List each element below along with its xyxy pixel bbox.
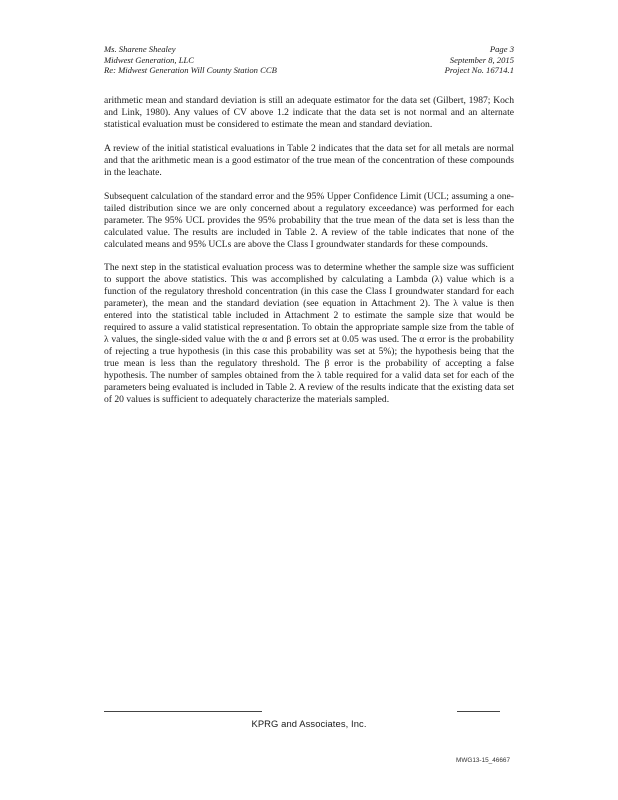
footer-company-name: KPRG and Associates, Inc. xyxy=(251,718,367,729)
header-date: September 8, 2015 xyxy=(449,54,514,65)
header-recipient-name: Ms. Sharene Shealey xyxy=(104,44,176,54)
paragraph-table2-review: A review of the initial statistical evaluations in Table 2 indicates that the data set for all metals are normal and that the arithmetic mean is a good estimator of the true mean of the concentration of these compounds in the leachate. xyxy=(104,142,514,178)
header-recipient-company: Midwest Generation, LLC xyxy=(104,54,194,65)
footer-divider-right xyxy=(457,711,500,712)
paragraph-ucl-calculation: Subsequent calculation of the standard error and the 95% Upper Confidence Limit (UCL; assuming a one-tailed distribution since we are only concerned about a regulatory exceedance) was performed for each parameter. The 95% UCL provides the 95% probability that the true mean of the data set is less than the calculated value. The results are included in Table 2. A review of the table indicates that none of the calculated means and 95% UCLs are above the Class I groundwater standards for these compounds. xyxy=(104,190,514,250)
header-subject: Re: Midwest Generation Will County Station CCB xyxy=(104,65,277,75)
body-text xyxy=(104,95,514,418)
footer-divider-left xyxy=(104,711,262,712)
header-meta xyxy=(445,44,514,76)
bates-number: MWG13-15_46667 xyxy=(456,757,510,764)
header-addressee xyxy=(104,44,277,76)
header-page-number: Page 3 xyxy=(489,44,514,54)
paragraph-sample-size: The next step in the statistical evaluation process was to determine whether the sample size was sufficient to support the above statistics. This was accomplished by calculating a Lambda (λ) value which is a function of the regulatory threshold concentration (in this case the Class I groundwater standard for each parameter), the mean and the standard deviation (see equation in Attachment 2). The λ value is then entered into the statistical table included in Attachment 2 to estimate the sample size that would be required to assure a valid statistical representation. To obtain the appropriate sample size from the table of λ values, the single-sided value with the α and β errors set at 0.05 was used. The α error is the probability of rejecting a true hypothesis (in this case this probability was set at 5%); the hypothesis being that the true mean is less than the regulatory threshold. The β error is the probability of accepting a false hypothesis. The number of samples obtained from the λ table required for a valid data set for each of the parameters being evaluated is included in Table 2. A review of the results indicate that the existing data set of 20 values is sufficient to adequately characterize the materials sampled. xyxy=(104,262,514,405)
paragraph-cv-conclusion: arithmetic mean and standard deviation is still an adequate estimator for the data set (Gilbert, 1987; Koch and Link, 1980). Any values of CV above 1.2 indicate that the data set is not normal and an alternate statistical evaluation must be considered to estimate the mean and standard deviation. xyxy=(104,95,514,130)
header-project-number: Project No. 16714.1 xyxy=(444,65,514,75)
